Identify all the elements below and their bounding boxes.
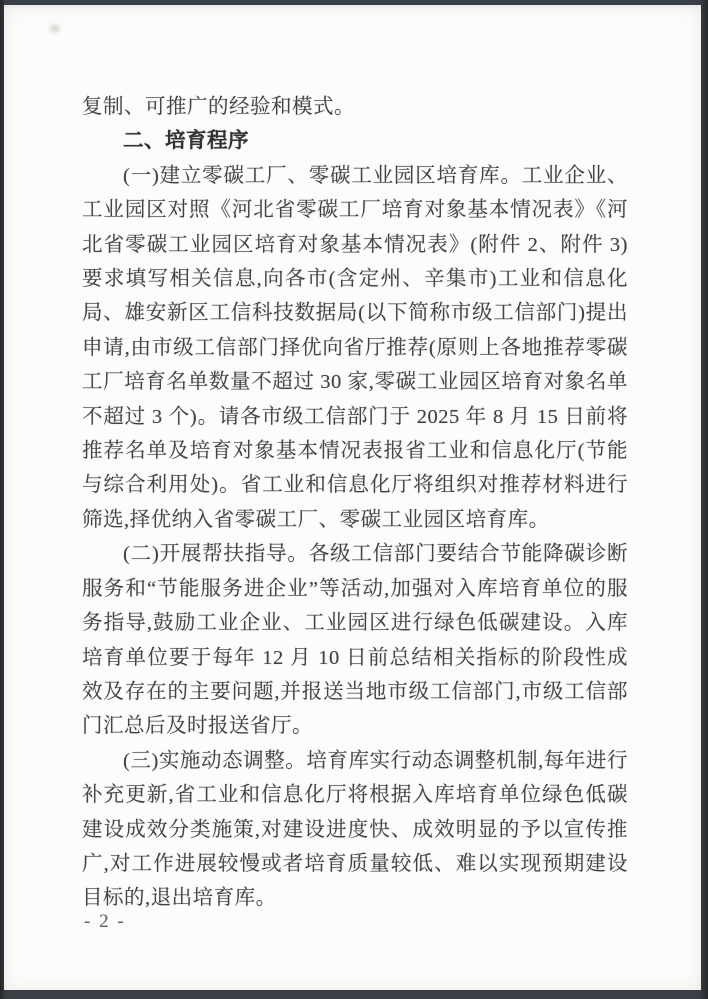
section-heading: 二、培育程序 (123, 130, 249, 153)
paragraph: 复制、可推广的经验和模式。 (82, 96, 355, 118)
paragraph: (二)开展帮扶指导。各级工信部门要结合节能降碳诊断服务和“节能服务进企业”等活动,加强对入库培育单位的服务指导,鼓励工业企业、工业园区进行绿色低碳建设。入库培育单位要于每年 12 月 10 日前总结相关指标的阶段性成效及存在的主要问题,并报送当地市级工信部门,市级工信部门汇总后及时报送省厅。 (82, 543, 628, 738)
document-body (82, 90, 628, 916)
page-number: - 2 - (84, 911, 126, 932)
paragraph: (一)建立零碳工厂、零碳工业园区培育库。工业企业、工业园区对照《河北省零碳工厂培育对象基本情况表》《河北省零碳工业园区培育对象基本情况表》(附件 2、附件 3)要求填写相关信息,向各市(含定州、辛集市)工业和信息化局、雄安新区工信科技数据局(以下简称市级工信部门)提出申请,由市级工信部门择优向省厅推荐(原则上各地推荐零碳工厂培育名单数量不超过 30 家,零碳工业园区培育对象名单不超过 3 个)。请各市级工信部门于 2025 年 8 月 15 日前将推荐名单及培育对象基本情况表报省工业和信息化厅(节能与综合利用处)。省工业和信息化厅将组织对推荐材料进行筛选,择优纳入省零碳工厂、零碳工业园区培育库。 (82, 164, 628, 531)
document-page (4, 5, 701, 990)
paragraph: (三)实施动态调整。培育库实行动态调整机制,每年进行补充更新,省工业和信息化厅将根据入库培育单位绿色低碳建设成效分类施策,对建设进度快、成效明显的予以宣传推广,对工作进展较慢或者培育质量较低、难以实现预期建设目标的,退出培育库。 (82, 749, 628, 910)
scan-artifact-speck (50, 25, 60, 32)
